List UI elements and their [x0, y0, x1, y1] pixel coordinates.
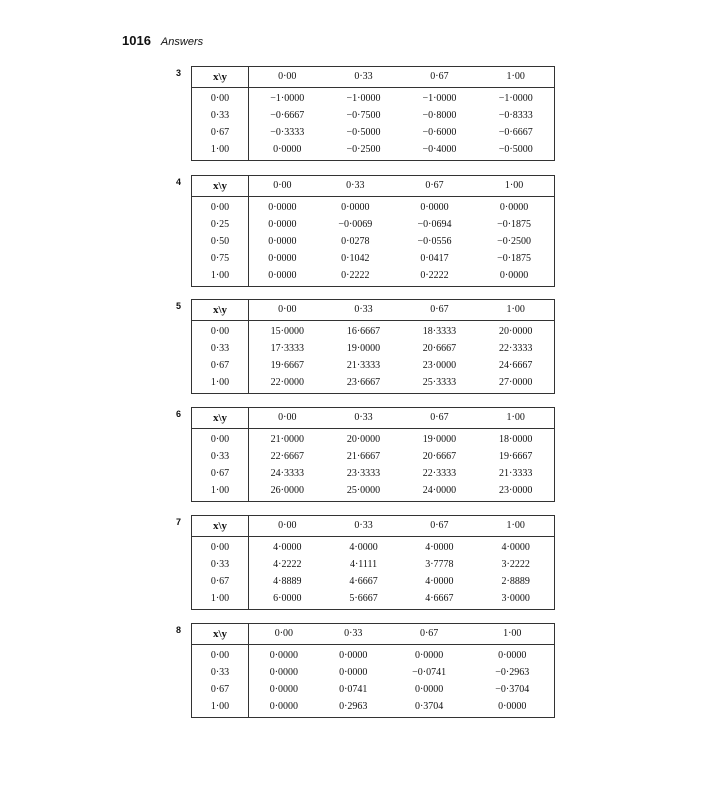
header-row [192, 67, 555, 88]
table-cell: 0·0417 [420, 253, 449, 264]
table-cell: 24·0000 [422, 485, 457, 496]
row-header: 0·25 [192, 216, 249, 233]
column-header: 0·67 [388, 624, 471, 645]
table-row [192, 664, 555, 681]
table-cell: −0·3333 [270, 127, 305, 138]
table-cell: −0·1875 [497, 219, 532, 230]
corner-label: x\y [192, 408, 249, 429]
corner-label: x\y [192, 176, 249, 197]
answer-table [191, 515, 555, 610]
table-row [192, 573, 555, 590]
header-row [192, 624, 555, 645]
table-cell: −0·0741 [412, 667, 447, 678]
table-cell: 0·0000 [268, 202, 297, 213]
row-header: 0·67 [192, 681, 249, 698]
column-header: 0·33 [326, 516, 402, 537]
table-cell: 24·3333 [270, 468, 304, 479]
table-cell: 3·2222 [501, 559, 530, 570]
table-row [192, 374, 555, 394]
table-cell: 20·0000 [499, 326, 533, 337]
table-cell: 20·6667 [422, 451, 457, 462]
column-header: 0·00 [249, 67, 326, 88]
table-cell: 15·0000 [270, 326, 304, 337]
table-cell: −0·0694 [417, 219, 452, 230]
table-cell: 0·0000 [499, 202, 529, 213]
table-cell: 5·6667 [349, 593, 378, 604]
column-header: 1·00 [477, 408, 554, 429]
table-cell: 0·0000 [414, 684, 444, 695]
row-header: 0·75 [192, 250, 249, 267]
table-cell: 3·7778 [425, 559, 454, 570]
table-cell: 4·8889 [273, 576, 302, 587]
table-cell: 0·0000 [339, 650, 368, 661]
table-cell: 4·0000 [501, 542, 530, 553]
table-cell: 0·0000 [341, 202, 370, 213]
column-header: 0·33 [326, 408, 402, 429]
table-cell: 26·0000 [270, 485, 304, 496]
column-header: 0·33 [316, 176, 395, 197]
table-cell: 0·1042 [341, 253, 370, 264]
table-cell: −1·0000 [422, 93, 457, 104]
header-row [192, 176, 555, 197]
table-cell: 0·0741 [339, 684, 368, 695]
row-header: 1·00 [192, 141, 249, 161]
row-header: 1·00 [192, 590, 249, 610]
table-cell: 21·6667 [346, 451, 381, 462]
table-cell: 22·0000 [270, 377, 304, 388]
table-cell: −0·8000 [422, 110, 457, 121]
table-cell: 0·0278 [341, 236, 370, 247]
table-cell: 4·0000 [349, 542, 378, 553]
table-cell: −0·0069 [338, 219, 373, 230]
table-cell: 4·1111 [349, 559, 378, 570]
table-row [192, 88, 555, 108]
table-cell: 0·0000 [498, 701, 527, 712]
column-header: 0·67 [401, 408, 477, 429]
problem-number: 7 [176, 517, 182, 527]
table-cell: 4·0000 [425, 576, 454, 587]
corner-label: x\y [192, 300, 249, 321]
problem-number: 5 [176, 301, 182, 311]
table-cell: 4·0000 [273, 542, 302, 553]
table-cell: 0·0000 [269, 684, 299, 695]
table-row [192, 124, 555, 141]
problem-number: 6 [176, 409, 182, 419]
table-cell: −1·0000 [270, 93, 305, 104]
table-cell: 27·0000 [499, 377, 533, 388]
row-header: 0·67 [192, 465, 249, 482]
table-cell: 0·0000 [268, 270, 297, 281]
table-cell: −0·0556 [417, 236, 452, 247]
table-row [192, 340, 555, 357]
table-cell: 6·0000 [273, 593, 302, 604]
table-cell: −0·5000 [498, 144, 533, 155]
table-row [192, 537, 555, 557]
answer-table [191, 407, 555, 502]
column-header: 0·67 [401, 516, 477, 537]
answer-table [191, 299, 555, 394]
table-cell: 19·0000 [422, 434, 457, 445]
table-row [192, 141, 555, 161]
row-header: 0·67 [192, 573, 249, 590]
table-cell: 0·0000 [414, 650, 444, 661]
problem-number: 3 [176, 68, 182, 78]
table-cell: −0·6000 [422, 127, 457, 138]
table-cell: 21·0000 [270, 434, 304, 445]
table-cell: 0·2963 [339, 701, 368, 712]
row-header: 0·33 [192, 107, 249, 124]
table-cell: 17·3333 [270, 343, 304, 354]
column-header: 0·00 [249, 300, 326, 321]
row-header: 0·00 [192, 429, 249, 449]
table-cell: 0·0000 [268, 219, 297, 230]
row-header: 0·33 [192, 340, 249, 357]
row-header: 0·33 [192, 556, 249, 573]
table-cell: 0·0000 [268, 253, 297, 264]
table-cell: 0·0000 [498, 650, 527, 661]
table-row [192, 556, 555, 573]
table-cell: 23·0000 [422, 360, 457, 371]
table-cell: 0·2222 [420, 270, 449, 281]
table-cell: 22·6667 [270, 451, 304, 462]
table-cell: 20·6667 [422, 343, 457, 354]
table-cell: 0·3704 [414, 701, 444, 712]
table-row [192, 197, 555, 217]
table-cell: 2·8889 [501, 576, 530, 587]
table-cell: 20·0000 [346, 434, 381, 445]
table-cell: 23·3333 [346, 468, 381, 479]
column-header: 1·00 [471, 624, 555, 645]
column-header: 1·00 [477, 300, 554, 321]
table-row [192, 233, 555, 250]
corner-label: x\y [192, 516, 249, 537]
table-cell: 21·3333 [499, 468, 533, 479]
row-header: 0·00 [192, 321, 249, 341]
column-header: 1·00 [477, 67, 554, 88]
column-header: 0·00 [249, 516, 326, 537]
table-cell: 19·0000 [346, 343, 381, 354]
table-cell: 16·6667 [346, 326, 381, 337]
row-header: 1·00 [192, 698, 249, 718]
table-cell: −0·4000 [422, 144, 457, 155]
row-header: 0·50 [192, 233, 249, 250]
table-cell: 4·0000 [425, 542, 454, 553]
column-header: 0·00 [249, 408, 326, 429]
table-cell: 0·0000 [273, 144, 302, 155]
table-cell: −0·2500 [497, 236, 532, 247]
table-row [192, 216, 555, 233]
table-cell: 4·6667 [349, 576, 378, 587]
table-cell: −0·5000 [346, 127, 381, 138]
column-header: 1·00 [474, 176, 554, 197]
table-cell: 0·0000 [269, 667, 299, 678]
column-header: 0·33 [326, 67, 402, 88]
corner-label: x\y [192, 67, 249, 88]
table-cell: 25·3333 [422, 377, 457, 388]
corner-label: x\y [192, 624, 249, 645]
row-header: 1·00 [192, 482, 249, 502]
table-row [192, 681, 555, 698]
table-cell: 21·3333 [346, 360, 381, 371]
table-cell: 0·0000 [269, 650, 299, 661]
header-row [192, 300, 555, 321]
table-row [192, 645, 555, 665]
table-row [192, 590, 555, 610]
table-cell: 0·2222 [341, 270, 370, 281]
column-header: 0·67 [401, 67, 477, 88]
table-cell: 23·6667 [346, 377, 381, 388]
table-cell: 4·2222 [273, 559, 302, 570]
table-cell: −1·0000 [498, 93, 533, 104]
table-cell: 0·0000 [268, 236, 297, 247]
answer-table [191, 66, 555, 161]
table-cell: 19·6667 [270, 360, 304, 371]
table-cell: −0·8333 [498, 110, 533, 121]
table-row [192, 357, 555, 374]
table-row [192, 321, 555, 341]
table-cell: −0·3704 [495, 684, 530, 695]
table-cell: 4·6667 [425, 593, 454, 604]
page-number: 1016 [122, 33, 151, 48]
header-row [192, 516, 555, 537]
row-header: 0·00 [192, 645, 249, 665]
row-header: 0·67 [192, 357, 249, 374]
row-header: 1·00 [192, 374, 249, 394]
table-row [192, 267, 555, 287]
table-row [192, 250, 555, 267]
table-row [192, 448, 555, 465]
problem-number: 8 [176, 625, 182, 635]
table-row [192, 698, 555, 718]
page-header [122, 33, 203, 48]
table-cell: −0·7500 [346, 110, 381, 121]
table-cell: 23·0000 [499, 485, 533, 496]
column-header: 0·67 [395, 176, 474, 197]
table-cell: −0·2963 [495, 667, 530, 678]
row-header: 1·00 [192, 267, 249, 287]
table-cell: −0·6667 [270, 110, 305, 121]
row-header: 0·00 [192, 197, 249, 217]
table-cell: −0·2500 [346, 144, 381, 155]
row-header: 0·00 [192, 537, 249, 557]
table-cell: 18·3333 [422, 326, 457, 337]
table-cell: 22·3333 [499, 343, 533, 354]
table-cell: 25·0000 [346, 485, 381, 496]
row-header: 0·33 [192, 448, 249, 465]
table-cell: 3·0000 [501, 593, 530, 604]
table-cell: −0·6667 [498, 127, 533, 138]
table-row [192, 429, 555, 449]
table-cell: 18·0000 [499, 434, 533, 445]
row-header: 0·00 [192, 88, 249, 108]
row-header: 0·33 [192, 664, 249, 681]
column-header: 0·00 [249, 176, 316, 197]
column-header: 0·33 [326, 300, 402, 321]
table-cell: −0·1875 [497, 253, 532, 264]
table-cell: 0·0000 [339, 667, 368, 678]
table-row [192, 107, 555, 124]
table-row [192, 482, 555, 502]
answer-table [191, 623, 555, 718]
row-header: 0·67 [192, 124, 249, 141]
table-cell: 24·6667 [499, 360, 533, 371]
problem-number: 4 [176, 177, 182, 187]
column-header: 1·00 [477, 516, 554, 537]
table-cell: 0·0000 [499, 270, 529, 281]
answer-table [191, 175, 555, 287]
table-cell: 0·0000 [269, 701, 299, 712]
header-row [192, 408, 555, 429]
table-cell: 19·6667 [499, 451, 533, 462]
column-header: 0·00 [249, 624, 319, 645]
column-header: 0·33 [319, 624, 388, 645]
table-cell: 0·0000 [420, 202, 449, 213]
table-row [192, 465, 555, 482]
table-cell: 22·3333 [422, 468, 457, 479]
column-header: 0·67 [401, 300, 477, 321]
table-cell: −1·0000 [346, 93, 381, 104]
page-title: Answers [160, 36, 204, 48]
